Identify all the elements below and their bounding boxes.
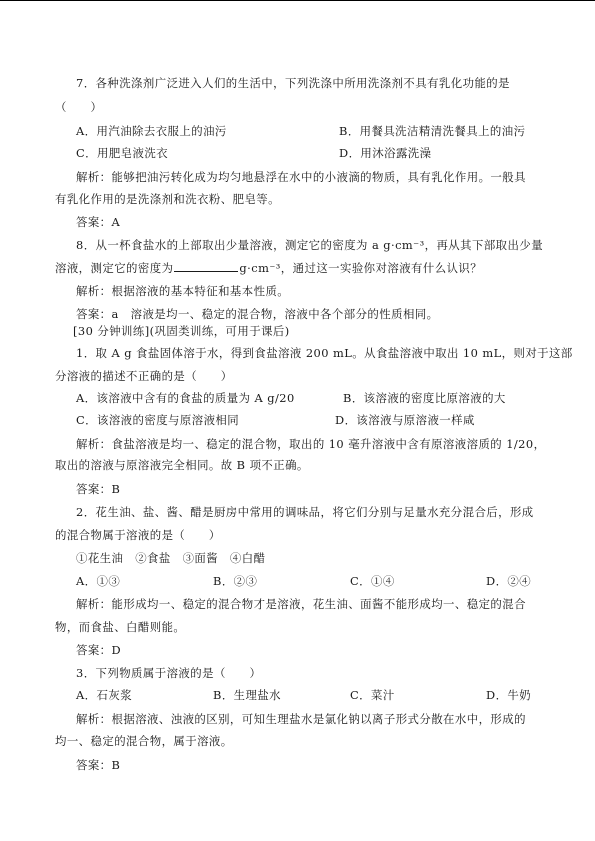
q8-stem-cont xyxy=(55,260,482,276)
q8-stem-part1: 溶液，测定它的密度为 xyxy=(55,261,174,275)
q7-option-c: C．用肥皂液洗衣 xyxy=(76,146,169,160)
p1-option-b: B．该溶液的密度比原溶液的大 xyxy=(343,391,506,405)
p3-option-a: A．石灰浆 xyxy=(76,688,133,702)
q8-stem: 8．从一杯食盐水的上部取出少量溶液，测定它的密度为 a g·cm⁻³，再从其下部取出少量 xyxy=(76,238,544,252)
p1-answer: 答案：B xyxy=(76,482,121,496)
p3-answer: 答案：B xyxy=(76,758,121,772)
p1-option-c: C．该溶液的密度与原溶液相同 xyxy=(76,413,240,427)
p2-stem-cont: 的混合物属于溶液的是（ ） xyxy=(55,528,221,542)
p1-option-d: D．该溶液与原溶液一样咸 xyxy=(335,413,475,427)
p2-stem: 2．花生油、盐、酱、醋是厨房中常用的调味品，将它们分别与足量水充分混合后，形成 xyxy=(76,505,534,519)
section-title: [30 分钟训练](巩固类训练，可用于课后) xyxy=(73,324,290,338)
q7-option-d: D．用沐浴露洗澡 xyxy=(339,146,432,160)
p1-analysis-cont: 取出的溶液与原溶液完全相同。故 B 项不正确。 xyxy=(55,458,309,472)
p2-analysis: 解析：能形成均一、稳定的混合物才是溶液，花生油、面酱不能形成均一、稳定的混合 xyxy=(76,597,526,611)
p2-answer: 答案：D xyxy=(76,643,122,657)
p3-option-c: C．菜汁 xyxy=(350,688,395,702)
p3-option-d: D．牛奶 xyxy=(486,688,532,702)
q7-option-b: B．用餐具洗洁精清洗餐具上的油污 xyxy=(339,124,526,138)
p2-option-b: B．②③ xyxy=(213,574,258,588)
p2-option-d: D．②④ xyxy=(486,574,532,588)
p1-option-a: A．该溶液中含有的食盐的质量为 A g/20 xyxy=(76,391,295,405)
p2-option-c: C．①④ xyxy=(350,574,395,588)
p1-stem: 1．取 A g 食盐固体溶于水，得到食盐溶液 200 mL。从食盐溶液中取出 10 mL，则对于这部 xyxy=(76,346,573,360)
p1-stem-cont: 分溶液的描述不正确的是（ ） xyxy=(55,369,233,383)
q7-stem: 7．各种洗涤剂广泛进入人们的生活中，下列洗涤中所用洗涤剂不具有乳化功能的是 xyxy=(76,76,510,90)
q7-answer: 答案：A xyxy=(76,215,121,229)
p2-items: ①花生油 ②食盐 ③面酱 ④白醋 xyxy=(76,551,266,565)
p2-analysis-cont: 物，而食盐、白醋则能。 xyxy=(55,620,186,634)
q8-analysis: 解析：根据溶液的基本特征和基本性质。 xyxy=(76,284,290,298)
q7-analysis: 解析：能够把油污转化成为均匀地悬浮在水中的小液滴的物质，具有乳化作用。一般具 xyxy=(76,170,526,184)
p2-option-a: A．①③ xyxy=(76,574,121,588)
q7-stem-bracket: （ ） xyxy=(55,100,103,114)
q8-stem-part2: g·cm⁻³，通过这一实验你对溶液有什么认识？ xyxy=(239,261,483,275)
q7-option-a: A．用汽油除去衣服上的油污 xyxy=(76,124,227,138)
p3-option-b: B．生理盐水 xyxy=(213,688,282,702)
p3-analysis: 解析：根据溶液、浊液的区别，可知生理盐水是氯化钠以离子形式分散在水中，形成的 xyxy=(76,712,526,726)
p3-stem: 3．下列物质属于溶液的是（ ） xyxy=(76,666,262,680)
q8-answer: 答案：a 溶液是均一、稳定的混合物，溶液中各个部分的性质相同。 xyxy=(76,307,439,321)
p3-analysis-cont: 均一、稳定的混合物，属于溶液。 xyxy=(55,734,233,748)
q7-analysis-cont: 有乳化作用的是洗涤剂和洗衣粉、肥皂等。 xyxy=(55,192,280,206)
p1-analysis: 解析：食盐溶液是均一、稳定的混合物，取出的 10 毫升溶液中含有原溶液溶质的 1/20， xyxy=(76,437,546,451)
q8-answer-blank xyxy=(174,260,238,272)
